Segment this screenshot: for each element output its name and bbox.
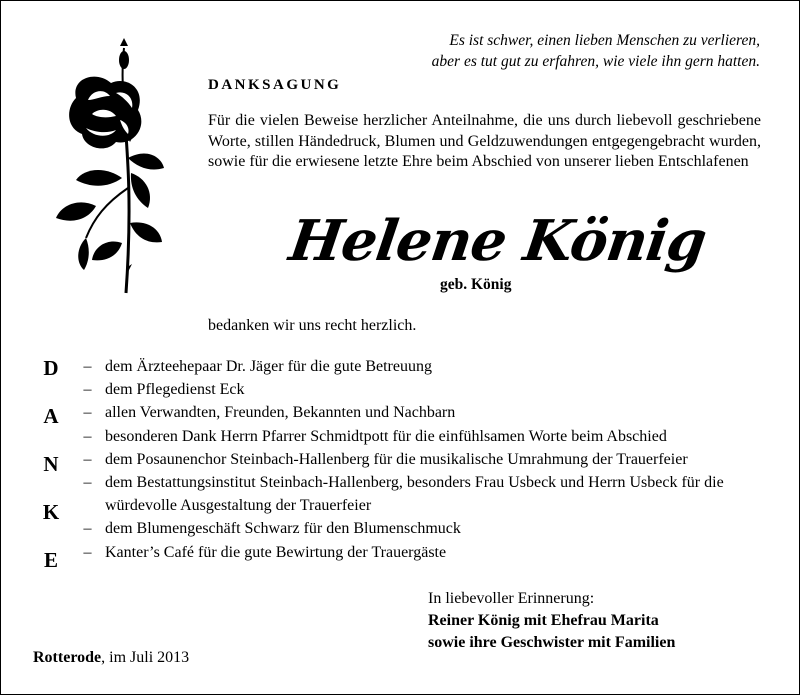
list-item bbox=[70, 541, 770, 564]
place-date-text: , im Juli 2013 bbox=[101, 649, 190, 666]
closing-signature bbox=[428, 588, 675, 654]
list-item bbox=[70, 355, 770, 378]
acrostic-letter: N bbox=[43, 452, 59, 476]
list-item-text: dem Pflegedienst Eck bbox=[105, 381, 245, 399]
list-dash: – bbox=[83, 358, 92, 375]
acrostic-letter: K bbox=[42, 500, 60, 524]
signer-line-2: sowie ihre Geschwister mit Familien bbox=[428, 634, 676, 651]
list-item-text: dem Ärzteehepaar Dr. Jäger für die gute Betreuung bbox=[105, 358, 432, 375]
list-item bbox=[70, 401, 770, 424]
list-dash: – bbox=[83, 427, 92, 445]
list-dash: – bbox=[83, 543, 92, 561]
acrostic-letter: D bbox=[43, 356, 59, 380]
acrostic-letter: E bbox=[43, 548, 58, 572]
place-date bbox=[33, 649, 189, 667]
rose-illustration bbox=[36, 38, 166, 298]
maiden-name: geb. König bbox=[440, 276, 512, 293]
list-item bbox=[70, 425, 770, 448]
intro-paragraph: Für die vielen Beweise herzlicher Anteilnahme, die uns durch liebevoll geschriebene Worte, stillen Händedruck, Blumen und Geldzuwendungen entgegengebracht wurden, sowie für die erwiesene letzte Ehre beim Abschied von unserer lieben Entschlafenen bbox=[208, 112, 761, 170]
list-item bbox=[70, 517, 770, 540]
list-item bbox=[70, 471, 770, 517]
quote-line-1: Es ist schwer, einen lieben Menschen zu verlieren, bbox=[449, 32, 760, 49]
list-item bbox=[70, 378, 770, 401]
signer-line-1: Reiner König mit Ehefrau Marita bbox=[428, 612, 659, 629]
acrostic-letter: A bbox=[43, 404, 59, 428]
list-item-text: dem Posaunenchor Steinbach-Hallenberg für die musikalische Umrahmung der Trauerfeier bbox=[105, 450, 688, 468]
list-dash: – bbox=[83, 404, 92, 422]
epigraph-quote bbox=[432, 30, 760, 72]
deceased-name: Helene König bbox=[285, 208, 710, 274]
thanks-line: bedanken wir uns recht herzlich. bbox=[208, 317, 417, 334]
closing-intro: In liebevoller Erinnerung: bbox=[428, 590, 595, 607]
place-town: Rotterode bbox=[33, 649, 102, 666]
list-item-text: dem Bestattungsinstitut Steinbach-Hallenberg, besonders Frau Usbeck und Herrn Usbeck für die würdevolle Ausgestaltung der Trauerfeier bbox=[105, 474, 724, 515]
list-dash: – bbox=[83, 381, 92, 399]
list-item bbox=[70, 448, 770, 471]
quote-line-2: aber es tut gut zu erfahren, wie viele ihn gern hatten. bbox=[431, 53, 760, 70]
list-dash: – bbox=[83, 474, 92, 492]
danke-acrostic bbox=[34, 354, 68, 594]
notice-heading: DANKSAGUNG bbox=[208, 77, 342, 93]
list-item-text: besonderen Dank Herrn Pfarrer Schmidtpott für die einfühlsamen Worte beim Abschied bbox=[105, 427, 667, 445]
list-item-text: Kanter’s Café für die gute Bewirtung der Trauergäste bbox=[105, 543, 447, 561]
list-item-text: allen Verwandten, Freunden, Bekannten und Nachbarn bbox=[105, 404, 456, 422]
list-item-text: dem Blumengeschäft Schwarz für den Blumenschmuck bbox=[105, 520, 461, 538]
thanks-list bbox=[70, 355, 770, 564]
list-dash: – bbox=[83, 520, 92, 538]
list-dash: – bbox=[83, 450, 92, 468]
